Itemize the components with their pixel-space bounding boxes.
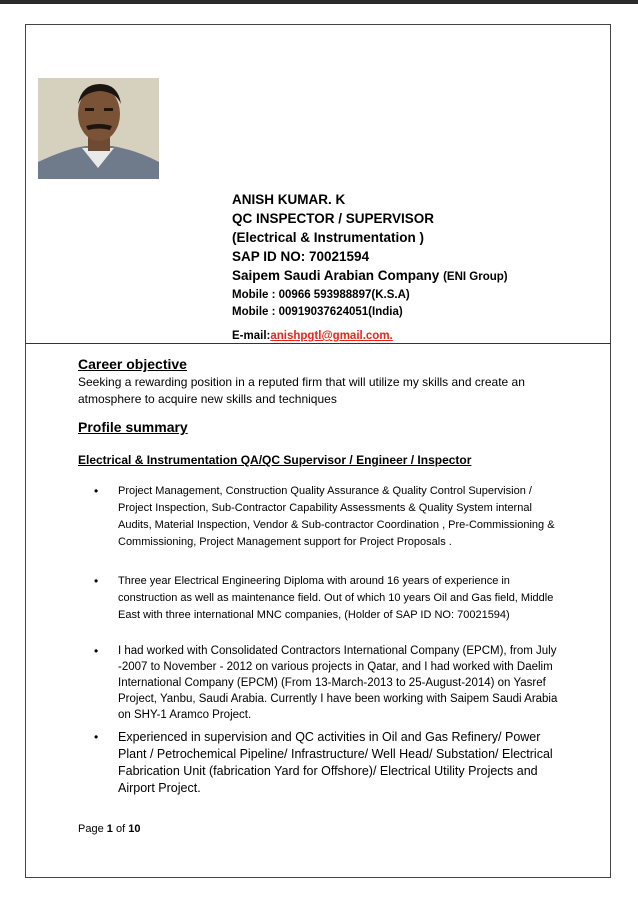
email-link[interactable]: anishpgtl@gmail.com. [270,330,393,342]
list-item [94,483,564,551]
bullet-icon: • [94,484,99,498]
bullet-icon: • [94,730,99,744]
career-objective-text: Seeking a rewarding position in a reputed firm that will utilize my skills and create an atmosphere to acquire new skills and techniques [78,375,525,406]
profile-summary-heading: Profile summary [78,419,188,435]
list-item-text: I had worked with Consolidated Contractors International Company (EPCM), from July -2007 to November - 2012 on various projects in Qatar, and I had worked with Daelim International Company (EPCM) (From 13-March-2013 to 25-August-2014) on Yasref Project, Yanbu, Saudi Arabia. Currently I have been working with Saipem Saudi Arabia on SHY-1 Aramco Project. [118,645,558,721]
current-page: 1 [106,823,113,835]
page-label: Page [78,823,104,835]
career-objective-heading: Career objective [78,356,187,372]
contact-header [232,190,612,342]
profile-photo [38,78,159,179]
discipline: (Electrical & Instrumentation ) [232,230,425,245]
page-number [78,823,140,835]
top-rule [0,0,638,4]
sap-id: SAP ID NO: 70021594 [232,249,370,264]
bullet-icon: • [94,644,99,658]
list-item [94,573,564,624]
company-note: (ENI Group) [443,271,508,283]
list-item-text: Project Management, Construction Quality Assurance & Quality Control Supervision / Project Inspection, Sub-Contractor Capability Assessments & Quality System internal Audits, Material Inspection, Vendor & Sub-contractor Coordination , Pre-Commissioning & Commissioning, Project Management support for Project Proposals . [118,485,555,548]
list-item [94,729,564,797]
bullet-icon: • [94,574,99,588]
list-item [94,643,564,723]
header-divider [25,343,611,344]
company-line [232,266,612,287]
company-name: Saipem Saudi Arabian Company [232,268,440,283]
total-pages: 10 [128,823,141,835]
mobile-india: Mobile : 00919037624051(India) [232,306,403,318]
profile-subheading: Electrical & Instrumentation QA/QC Supervisor / Engineer / Inspector [78,453,472,467]
of-label: of [115,823,126,835]
list-item-text: Three year Electrical Engineering Diploma with around 16 years of experience in construction as well as maintenance field. Out of which 10 years Oil and Gas field, Middle East with three international MNC companies, (Holder of SAP ID NO: 70021594) [118,575,554,621]
list-item-text: Experienced in supervision and QC activities in Oil and Gas Refinery/ Power Plant / Petrochemical Pipeline/ Infrastructure/ Well Head/ Substation/ Electrical Fabrication Unit (fabrication Yard for Offshore)/ Electrical Utility Projects and Airport Project. [118,730,553,795]
mobile-ksa: Mobile : 00966 593988897(K.S.A) [232,289,410,301]
email-label: E-mail: [232,330,271,342]
email-line [232,330,612,342]
job-title: QC INSPECTOR / SUPERVISOR [232,211,435,226]
candidate-name: ANISH KUMAR. K [232,192,346,207]
